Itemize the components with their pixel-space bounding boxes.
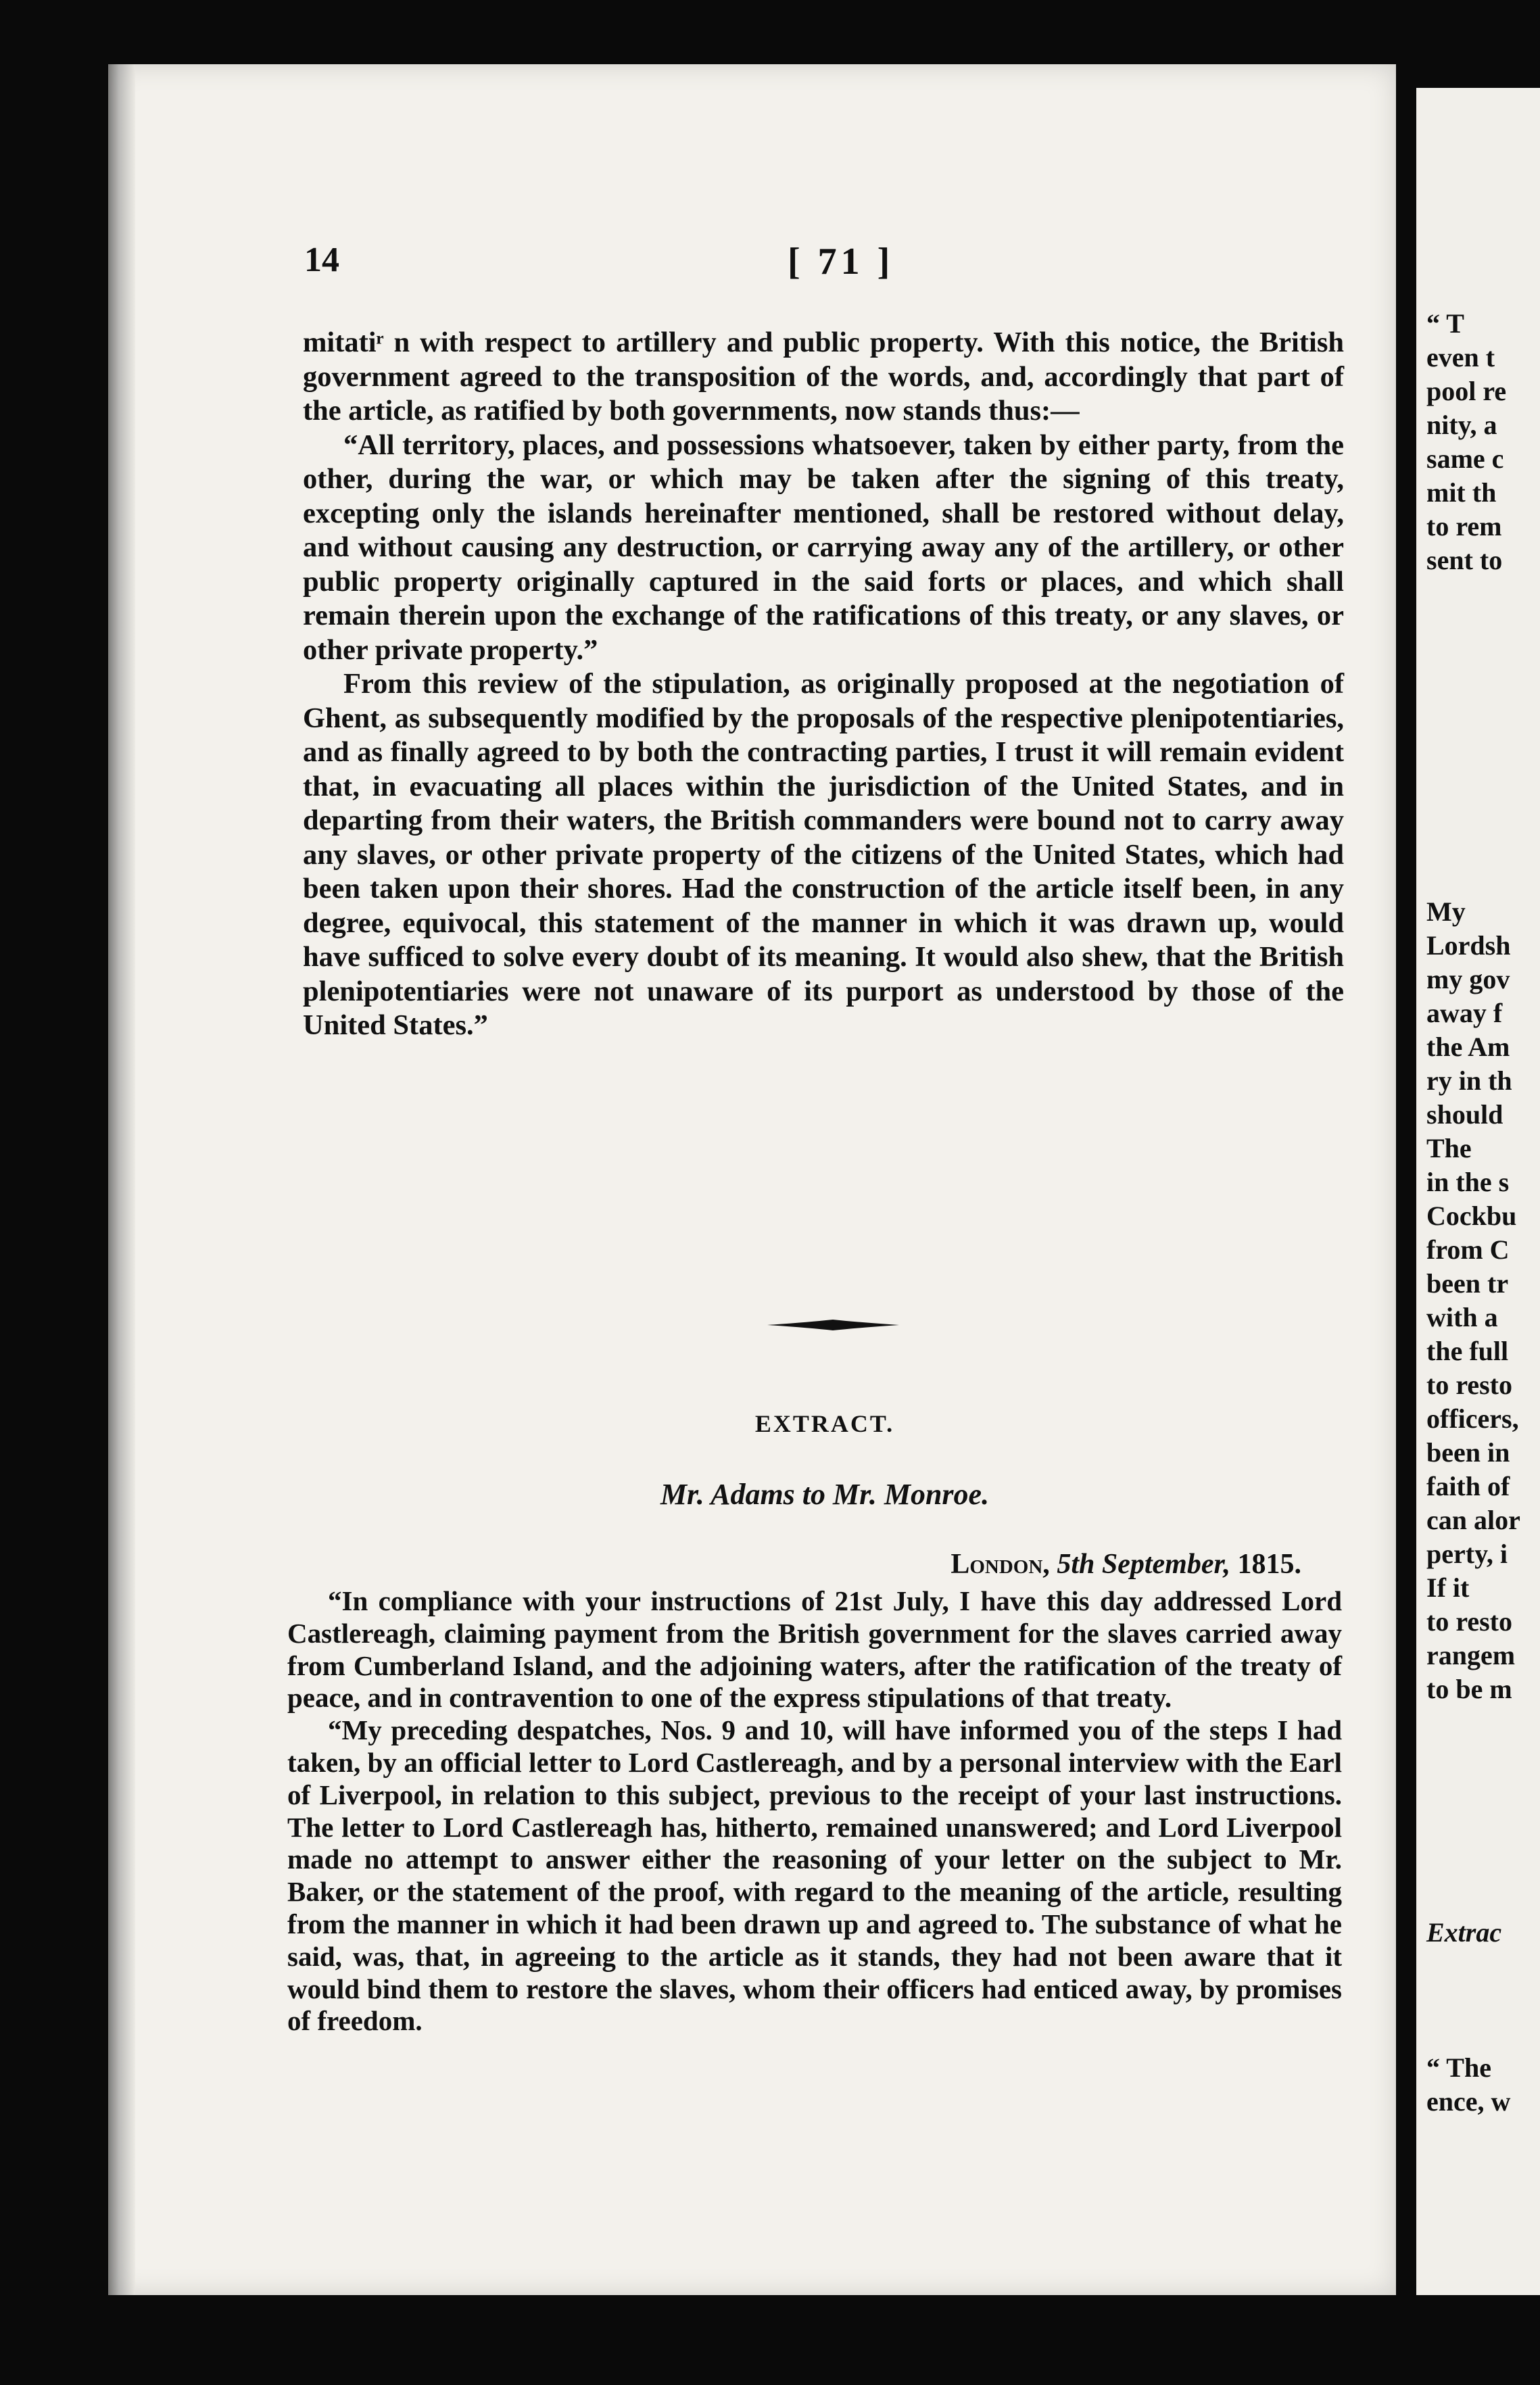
paragraph: “In compliance with your instructions of 21st July, I have this day addressed Lord Castlereagh, claiming payment from the British government for the slaves carried away from Cumberland Island, and the adjoining waters, after the ratification of the treaty of peace, and in contravention to one of the express stipulations of that treaty. (287, 1585, 1342, 1714)
fragment-line: faith of (1426, 1471, 1510, 1501)
fragment-line: “ T (1426, 308, 1464, 339)
fragment-line: to be m (1426, 1674, 1512, 1704)
fragment-line: to rem (1426, 511, 1502, 541)
document-page-reference: [ 71 ] (788, 241, 894, 283)
fragment-line: perty, i (1426, 1539, 1508, 1569)
ornamental-divider (767, 1318, 899, 1332)
fragment-line: Extrac (1426, 1917, 1502, 1948)
fragment-line: Lordsh (1426, 930, 1511, 961)
main-text-block (303, 326, 1344, 1043)
page-gutter-shadow (108, 64, 135, 2295)
fragment-line: with a (1426, 1302, 1498, 1332)
extract-heading: EXTRACT. (754, 1410, 895, 1437)
paragraph: “My preceding despatches, Nos. 9 and 10, will have informed you of the steps I had taken, by an official letter to Lord Castlereagh, and by a personal interview with the Earl of Liverpool, in relation to this subject, previous to the receipt of your last instructions. The letter to Lord Castlereagh has, hitherto, remained unanswered; and Lord Liverpool made no attempt to answer either the reasoning of your letter on the subject to Mr. Baker, or the statement of the proof, with regard to the meaning of the article, resulting from the manner in which it had been drawn up and agreed to. The substance of what he said, was, that, in agreeing to the article as it stands, they had not been aware that it would bind them to restore the slaves, whom their officers had enticed away, by promises of freedom. (287, 1714, 1342, 2037)
fragment-line: been in (1426, 1437, 1510, 1468)
letter-text-block (287, 1585, 1342, 2038)
fragment-line: should (1426, 1099, 1503, 1130)
dateline-date: 5th September, (1057, 1549, 1230, 1580)
fragment-line: ry in th (1426, 1065, 1512, 1096)
letter-salutation: Mr. Adams to Mr. Monroe. (660, 1478, 990, 1511)
fragment-line: the full (1426, 1336, 1509, 1366)
fragment-line: My (1426, 896, 1466, 927)
fragment-line: in the s (1426, 1167, 1510, 1197)
paragraph: “All territory, places, and possessions whatsoever, taken by either party, from the other, during the war, or which may be taken after the signing of this treaty, excepting only the islands hereinafter mentioned, shall be restored without delay, and without causing any destruction, or carrying away any of the artillery, or other public property originally captured in the said forts or places, and which shall remain therein upon the exchange of the ratifications of this treaty, or any slaves, or other private property.” (303, 429, 1344, 666)
fragment-line: rangem (1426, 1640, 1516, 1670)
page-number: 14 (304, 241, 339, 279)
fragment-line: mit th (1426, 477, 1497, 508)
fragment-line: from C (1426, 1234, 1510, 1265)
fragment-line: can alor (1426, 1505, 1520, 1535)
dateline-year: 1815. (1237, 1549, 1301, 1580)
fragment-line: the Am (1426, 1032, 1510, 1062)
letter-dateline (304, 1548, 1301, 1581)
fragment-line: “ The (1426, 2052, 1491, 2083)
paragraph: mitatiʳ n with respect to artillery and public property. With this notice, the British government agreed to the transposition of the words, and, accordingly that part of the article, as ratified by both governments, now stands thus:— (303, 327, 1344, 427)
dateline-place: London, (951, 1549, 1050, 1580)
fragment-line: to resto (1426, 1370, 1512, 1400)
fragment-line: ence, w (1426, 2086, 1511, 2117)
fragment-line: even t (1426, 342, 1495, 372)
fragment-line: Cockbu (1426, 1201, 1517, 1231)
fragment-line: away f (1426, 998, 1503, 1028)
fragment-line: my gov (1426, 964, 1510, 994)
fragment-line: nity, a (1426, 410, 1497, 440)
fragment-line: The (1426, 1133, 1472, 1163)
page-header (304, 240, 1359, 287)
adjacent-page-fragment (1416, 88, 1540, 2295)
fragment-line: sent to (1426, 545, 1503, 575)
fragment-line: been tr (1426, 1268, 1509, 1299)
fragment-line: pool re (1426, 376, 1507, 406)
fragment-line: same c (1426, 443, 1504, 474)
fragment-line: If it (1426, 1572, 1470, 1603)
paragraph: From this review of the stipulation, as originally proposed at the negotiation of Ghent, as subsequently modified by the proposals of the respective plenipotentiaries, and as finally agreed to by both the contracting parties, I trust it will remain evident that, in evacuating all places within the jurisdiction of the United States, and in departing from their waters, the British commanders were bound not to carry away any slaves, or other private property of the citizens of the United States, which had been taken upon their shores. Had the construction of the article itself been, in any degree, equivocal, this statement of the manner in which it was drawn up, would have sufficed to solve every doubt of its meaning. It would also shew, that the British plenipotentiaries were not unaware of its purport as understood by those of the United States.” (303, 668, 1344, 1041)
fragment-line: officers, (1426, 1403, 1519, 1434)
fragment-line: to resto (1426, 1606, 1512, 1637)
